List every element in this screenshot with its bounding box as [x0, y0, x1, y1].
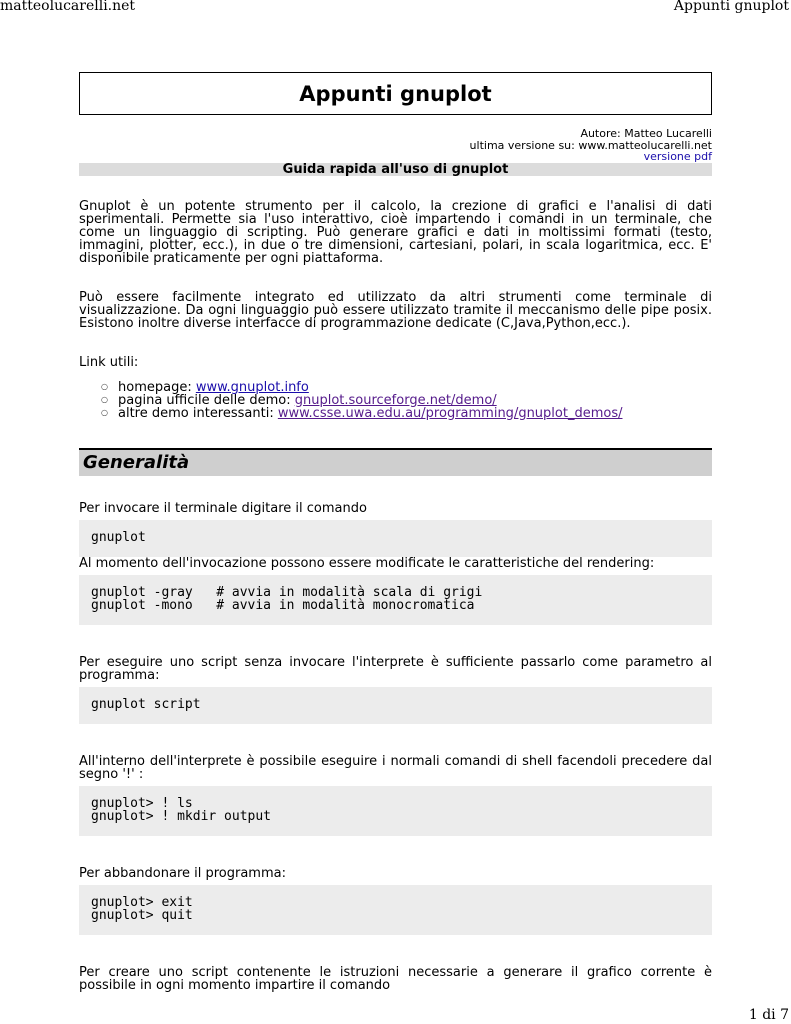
- page-number: 1 di 7: [748, 1007, 789, 1023]
- other-demos-link[interactable]: www.csse.uwa.edu.au/programming/gnuplot_demos/: [277, 405, 623, 421]
- page-title: Appunti gnuplot: [79, 72, 712, 115]
- header-site: matteolucarelli.net: [0, 0, 136, 14]
- link-prefix: pagina ufficile delle demo:: [118, 392, 295, 408]
- code-block: gnuplot -gray # avvia in modalità scala di grigi gnuplot -mono # avvia in modalità monocromatica: [79, 575, 712, 625]
- section-heading-generalita: Generalità: [79, 448, 712, 476]
- author-meta: [79, 128, 712, 163]
- section-text: All'interno dell'interprete è possibile eseguire i normali comandi di shell facendoli precedere dal segno '!' :: [79, 753, 712, 782]
- demo-link[interactable]: gnuplot.sourceforge.net/demo/: [294, 392, 497, 408]
- guide-title: Guida rapida all'uso di gnuplot: [79, 163, 712, 176]
- section-text: Per eseguire uno script senza invocare l'interprete è sufficiente passarlo come parametro al programma:: [79, 654, 712, 683]
- useful-links-list: [79, 381, 712, 420]
- code-block: gnuplot script: [79, 687, 712, 724]
- intro-paragraph-2: Può essere facilmente integrato ed utilizzato da altri strumenti come terminale di visualizzazione. Da ogni linguaggio può essere utilizzato tramite il meccanismo delle pipe posix. Esistono inoltre diverse interfacce di programmazione dedicate (C,Java,Python,ecc.).: [79, 289, 712, 331]
- section-text: Al momento dell'invocazione possono essere modificate le caratteristiche del rendering:: [79, 555, 655, 571]
- code-block: gnuplot: [79, 520, 712, 557]
- list-item: [118, 407, 712, 420]
- code-block: gnuplot> exit gnuplot> quit: [79, 885, 712, 935]
- code-block: gnuplot> ! ls gnuplot> ! mkdir output: [79, 786, 712, 836]
- author-line: Autore: Matteo Lucarelli: [580, 127, 712, 140]
- homepage-link[interactable]: www.gnuplot.info: [195, 379, 309, 395]
- page-content: [79, 72, 712, 992]
- header-doc-title: Appunti gnuplot: [673, 0, 789, 14]
- intro-paragraph-1: Gnuplot è un potente strumento per il calcolo, la crezione di grafici e l'analisi di dati sperimentali. Permette sia l'uso interattivo, cioè impartendo i comandi in un terminale, che come un linguaggio di scripting. Può generare grafici e dati in moltissimi formati (testo, immagini, plotter, ecc.), in due o tre dimensioni, cartesiani, polari, in scala logaritmica, ecc. E' disponibile praticamente per ogni piattaforma.: [79, 198, 712, 266]
- section-text: Per abbandonare il programma:: [79, 865, 286, 881]
- section-text: Per creare uno script contenente le istruzioni necessarie a generare il grafico corrente è possibile in ogni momento impartire il comando: [79, 964, 712, 993]
- links-label: Link utili:: [79, 354, 139, 370]
- pdf-version-link[interactable]: versione pdf: [643, 150, 712, 163]
- link-prefix: altre demo interessanti:: [118, 405, 278, 421]
- link-prefix: homepage:: [118, 379, 196, 395]
- section-text: Per invocare il terminale digitare il comando: [79, 500, 367, 516]
- latest-version-line: ultima versione su: www.matteolucarelli.net: [469, 138, 712, 152]
